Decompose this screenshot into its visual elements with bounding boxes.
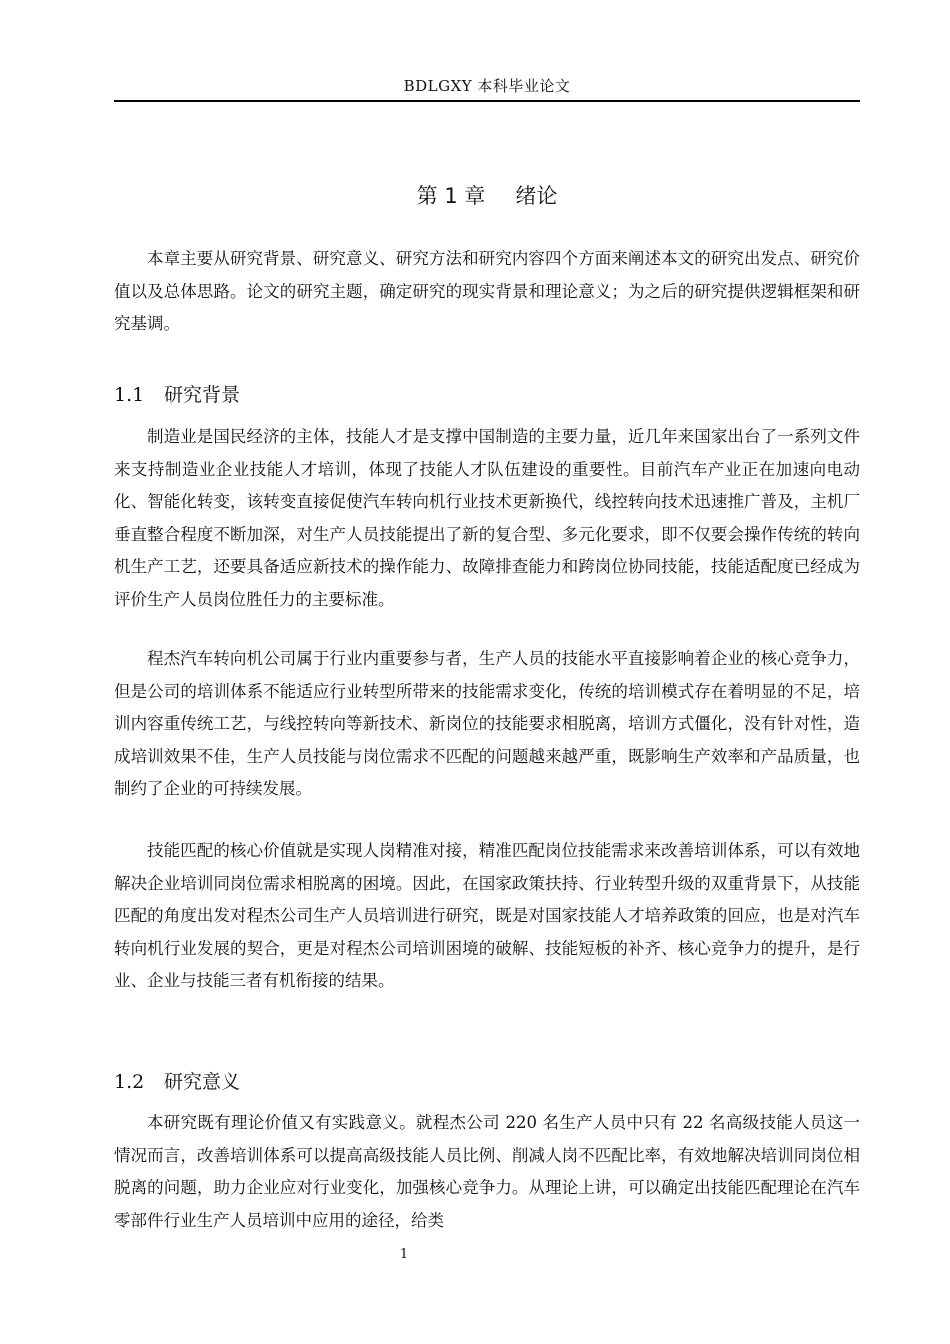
significance-paragraph-1: 本研究既有理论价值又有实践意义。就程杰公司 220 名生产人员中只有 22 名高级技能人员这一情况而言，改善培训体系可以提高高级技能人员比例、削减人岗不匹配比率，有效地解决培训同岗位相脱离的问题，助力企业应对行业变化，加强核心竞争力。从理论上讲，可以确定出技能匹配理论在汽车零部件行业生产人员培训中应用的途径，给类 bbox=[114, 1113, 860, 1230]
chapter-intro-paragraph: 本章主要从研究背景、研究意义、研究方法和研究内容四个方面来阐述本文的研究出发点、研究价值以及总体思路。论文的研究主题，确定研究的现实背景和理论意义；为之后的研究提供逻辑框架和研究基调。 bbox=[114, 249, 860, 333]
chapter-title bbox=[114, 180, 860, 210]
background-paragraph-2: 程杰汽车转向机公司属于行业内重要参与者，生产人员的技能水平直接影响着企业的核心竞争力，但是公司的培训体系不能适应行业转型所带来的技能需求变化，传统的培训模式存在着明显的不足，培训内容重传统工艺，与线控转向等新技术、新岗位的技能要求相脱离，培训方式僵化，没有针对性，造成培训效果不佳，生产人员技能与岗位需求不匹配的问题越来越严重，既影响生产效率和产品质量，也制约了企业的可持续发展。 bbox=[114, 649, 860, 798]
section-heading-1-2 bbox=[114, 1067, 860, 1094]
chapter-number: 第 1 章 bbox=[416, 184, 486, 208]
page-number: 1 bbox=[399, 1247, 409, 1262]
section-number: 1.1 bbox=[114, 384, 145, 406]
background-paragraph-1: 制造业是国民经济的主体，技能人才是支撑中国制造的主要力量，近几年来国家出台了一系列文件来支持制造业企业技能人才培训，体现了技能人才队伍建设的重要性。目前汽车产业正在加速向电动化、智能化转变，该转变直接促使汽车转向机行业技术更新换代，线控转向技术迅速推广普及，主机厂垂直整合程度不断加深，对生产人员技能提出了新的复合型、多元化要求，即不仅要会操作传统的转向机生产工艺，还要具备适应新技术的操作能力、故障排查能力和跨岗位协同技能，技能适配度已经成为评价生产人员岗位胜任力的主要标准。 bbox=[114, 427, 860, 609]
section-title: 研究意义 bbox=[164, 1071, 241, 1093]
running-header: BDLGXY 本科毕业论文 bbox=[403, 77, 571, 95]
section-title: 研究背景 bbox=[164, 384, 241, 406]
section-number: 1.2 bbox=[114, 1071, 145, 1093]
background-paragraph-3: 技能匹配的核心价值就是实现人岗精准对接，精准匹配岗位技能需求来改善培训体系，可以有效地解决企业培训同岗位需求相脱离的困境。因此，在国家政策扶持、行业转型升级的双重背景下，从技能匹配的角度出发对程杰公司生产人员培训进行研究，既是对国家技能人才培养政策的回应，也是对汽车转向机行业发展的契合，更是对程杰公司培训困境的破解、技能短板的补齐、核心竞争力的提升，是行业、企业与技能三者有机衔接的结果。 bbox=[114, 841, 860, 990]
section-heading-1-1 bbox=[114, 380, 860, 407]
header-rule bbox=[114, 100, 860, 102]
chapter-name: 绪论 bbox=[515, 184, 558, 208]
